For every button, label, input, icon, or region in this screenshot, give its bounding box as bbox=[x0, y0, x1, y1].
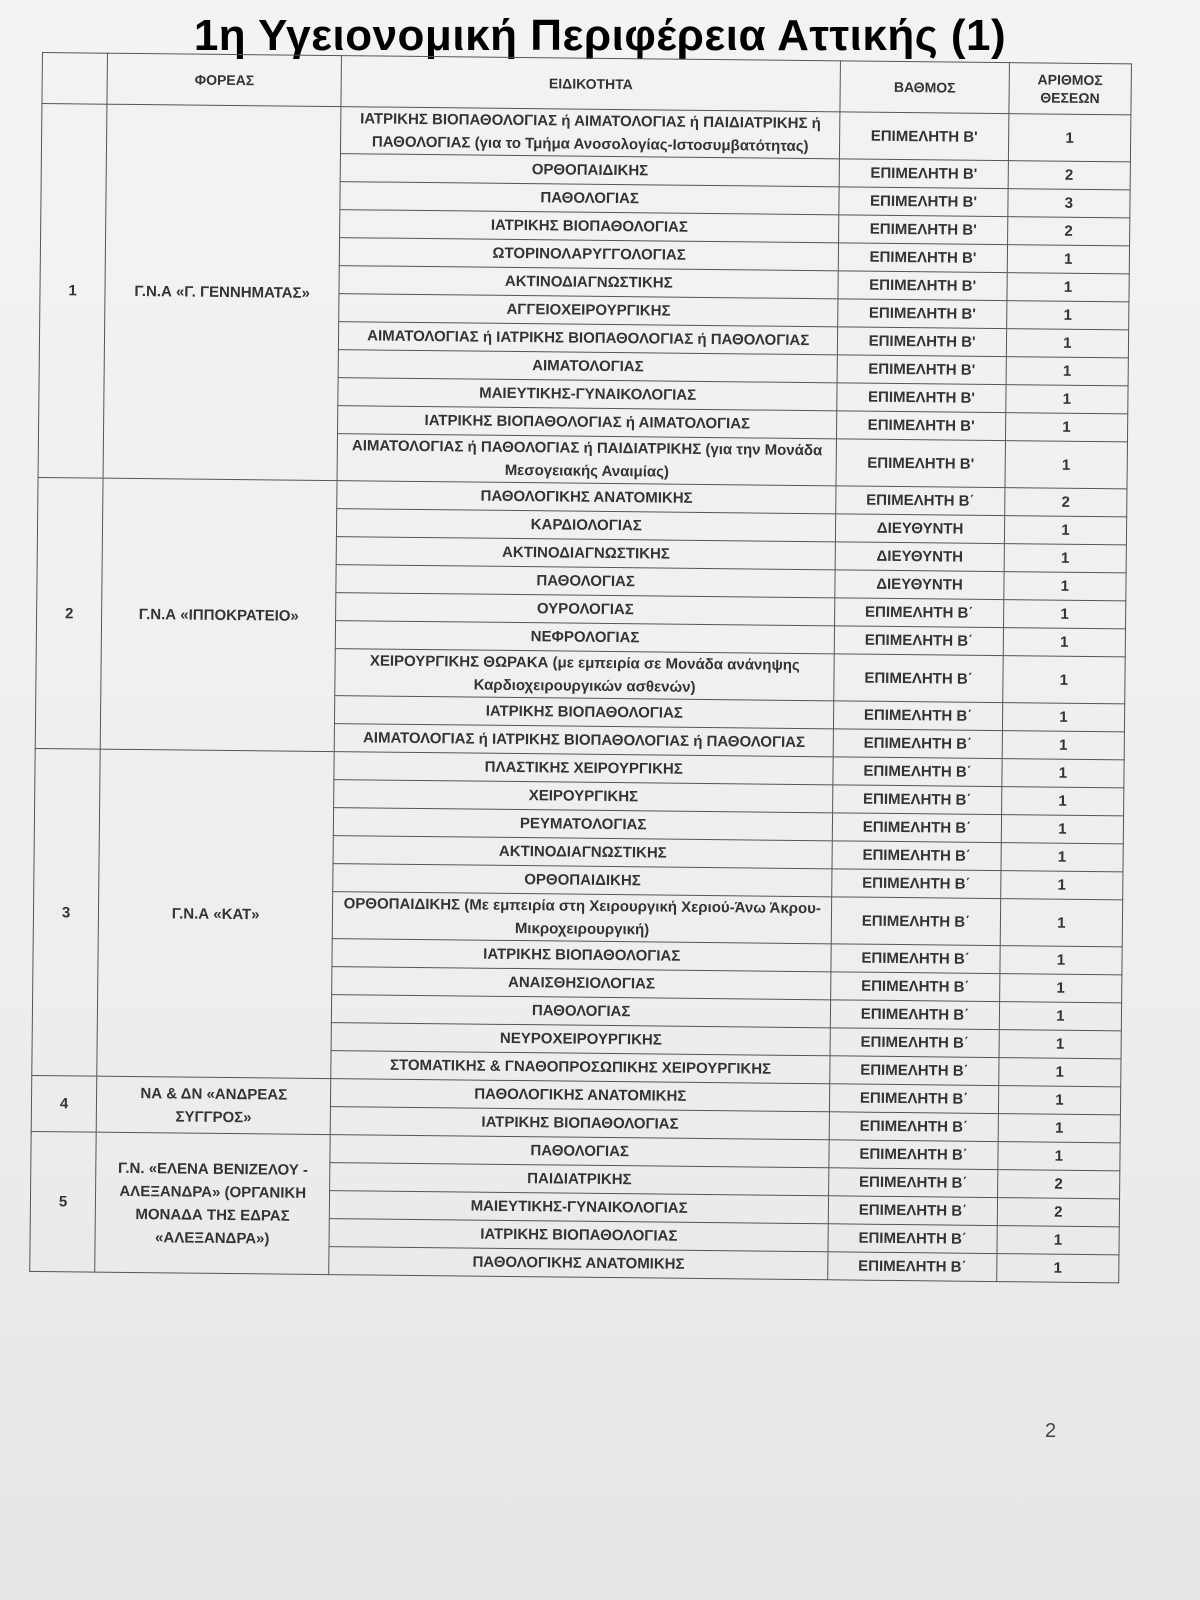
specialty-cell: ΠΑΙΔΙΑΤΡΙΚΗΣ bbox=[330, 1163, 829, 1196]
positions-cell: 1 bbox=[999, 974, 1121, 1003]
specialty-cell: ΟΡΘΟΠΑΙΔΙΚΗΣ bbox=[333, 864, 832, 897]
positions-cell: 1 bbox=[1003, 600, 1125, 629]
positions-cell: 1 bbox=[1007, 245, 1129, 274]
rank-cell: ΕΠΙΜΕΛΗΤΗ Β΄ bbox=[829, 1168, 998, 1198]
positions-cell: 1 bbox=[1003, 628, 1125, 657]
header-spec: ΕΙΔΙΚΟΤΗΤΑ bbox=[341, 56, 841, 112]
rank-cell: ΔΙΕΥΘΥΝΤΗ bbox=[835, 542, 1004, 572]
specialty-cell: ΑΚΤΙΝΟΔΙΑΓΝΩΣΤΙΚΗΣ bbox=[336, 537, 835, 570]
specialty-cell: ΧΕΙΡΟΥΡΓΙΚΗΣ bbox=[334, 780, 833, 813]
rank-cell: ΕΠΙΜΕΛΗΤΗ Β' bbox=[837, 355, 1006, 385]
rank-cell: ΕΠΙΜΕΛΗΤΗ Β' bbox=[839, 159, 1008, 189]
positions-cell: 1 bbox=[999, 1058, 1121, 1087]
rank-cell: ΔΙΕΥΘΥΝΤΗ bbox=[836, 514, 1005, 544]
positions-cell: 1 bbox=[997, 1226, 1119, 1255]
specialty-cell: ΑΙΜΑΤΟΛΟΓΙΑΣ ή ΠΑΘΟΛΟΓΙΑΣ ή ΠΑΙΔΙΑΤΡΙΚΗΣ (για την Μονάδα Μεσογειακής Αναιμίας) bbox=[337, 434, 837, 486]
rank-cell: ΕΠΙΜΕΛΗΤΗ Β' bbox=[838, 299, 1007, 329]
specialty-cell: ΑΙΜΑΤΟΛΟΓΙΑΣ ή ΙΑΤΡΙΚΗΣ ΒΙΟΠΑΘΟΛΟΓΙΑΣ ή ΠΑΘΟΛΟΓΙΑΣ bbox=[338, 322, 837, 355]
positions-cell: 2 bbox=[1008, 161, 1130, 190]
organization-name: Γ.Ν.Α «Γ. ΓΕΝΝΗΜΑΤΑΣ» bbox=[103, 104, 341, 480]
positions-cell: 1 bbox=[1006, 385, 1128, 414]
specialty-cell: ΧΕΙΡΟΥΡΓΙΚΗΣ ΘΩΡΑΚΑ (με εμπειρία σε Μονάδα ανάνηψης Καρδιοχειρουργικών ασθενών) bbox=[335, 649, 835, 701]
header-org: ΦΟΡΕΑΣ bbox=[107, 53, 341, 106]
positions-cell: 1 bbox=[1000, 946, 1122, 975]
rank-cell: ΔΙΕΥΘΥΝΤΗ bbox=[835, 570, 1004, 600]
group-number: 2 bbox=[35, 477, 103, 749]
positions-cell: 1 bbox=[996, 1254, 1118, 1283]
rank-cell: ΕΠΙΜΕΛΗΤΗ Β΄ bbox=[831, 972, 1000, 1002]
rank-cell: ΕΠΙΜΕΛΗΤΗ Β΄ bbox=[834, 654, 1003, 703]
rank-cell: ΕΠΙΜΕΛΗΤΗ Β΄ bbox=[828, 1224, 997, 1254]
positions-cell: 1 bbox=[1000, 871, 1122, 900]
specialty-cell: ΠΑΘΟΛΟΓΙΚΗΣ ΑΝΑΤΟΜΙΚΗΣ bbox=[331, 1079, 830, 1112]
rank-cell: ΕΠΙΜΕΛΗΤΗ Β΄ bbox=[832, 897, 1001, 946]
group-number: 5 bbox=[30, 1131, 97, 1272]
header-rank: ΒΑΘΜΟΣ bbox=[840, 61, 1009, 114]
specialty-cell: ΟΡΘΟΠΑΙΔΙΚΗΣ bbox=[340, 154, 839, 187]
positions-cell: 1 bbox=[1002, 731, 1124, 760]
specialty-cell: ΝΕΦΡΟΛΟΓΙΑΣ bbox=[335, 621, 834, 654]
header-no bbox=[42, 53, 108, 105]
positions-cell: 1 bbox=[1005, 413, 1127, 442]
rank-cell: ΕΠΙΜΕΛΗΤΗ Β' bbox=[838, 327, 1007, 357]
positions-cell: 1 bbox=[1004, 572, 1126, 601]
rank-cell: ΕΠΙΜΕΛΗΤΗ Β΄ bbox=[829, 1140, 998, 1170]
rank-cell: ΕΠΙΜΕΛΗΤΗ Β' bbox=[837, 411, 1006, 441]
specialty-cell: ΑΓΓΕΙΟΧΕΙΡΟΥΡΓΙΚΗΣ bbox=[339, 294, 838, 327]
positions-cell: 1 bbox=[998, 1086, 1120, 1115]
positions-cell: 1 bbox=[1005, 441, 1128, 489]
specialty-cell: ΟΡΘΟΠΑΙΔΙΚΗΣ (Με εμπειρία στη Χειρουργική Χεριού-Άνω Άκρου-Μικροχειρουργική) bbox=[332, 892, 832, 944]
specialty-cell: ΙΑΤΡΙΚΗΣ ΒΙΟΠΑΘΟΛΟΓΙΑΣ bbox=[330, 1107, 829, 1140]
rank-cell: ΕΠΙΜΕΛΗΤΗ Β' bbox=[839, 187, 1008, 217]
specialty-cell: ΠΑΘΟΛΟΓΙΑΣ bbox=[336, 565, 835, 598]
rank-cell: ΕΠΙΜΕΛΗΤΗ Β' bbox=[839, 243, 1008, 273]
rank-cell: ΕΠΙΜΕΛΗΤΗ Β΄ bbox=[834, 701, 1003, 731]
specialty-cell: ΜΑΙΕΥΤΙΚΗΣ-ΓΥΝΑΙΚΟΛΟΓΙΑΣ bbox=[338, 378, 837, 411]
specialty-cell: ΡΕΥΜΑΤΟΛΟΓΙΑΣ bbox=[333, 808, 832, 841]
positions-cell: 1 bbox=[999, 1002, 1121, 1031]
rank-cell: ΕΠΙΜΕΛΗΤΗ Β΄ bbox=[830, 1028, 999, 1058]
specialty-cell: ΜΑΙΕΥΤΙΚΗΣ-ΓΥΝΑΙΚΟΛΟΓΙΑΣ bbox=[329, 1191, 828, 1224]
positions-cell: 1 bbox=[1001, 815, 1123, 844]
specialty-cell: ΠΑΘΟΛΟΓΙΑΣ bbox=[330, 1135, 829, 1168]
header-positions: ΑΡΙΘΜΟΣ ΘΕΣΕΩΝ bbox=[1009, 63, 1132, 115]
table-body bbox=[30, 104, 1131, 1283]
specialty-cell: ΠΑΘΟΛΟΓΙΚΗΣ ΑΝΑΤΟΜΙΚΗΣ bbox=[337, 481, 836, 514]
positions-cell: 2 bbox=[997, 1198, 1119, 1227]
rank-cell: ΕΠΙΜΕΛΗΤΗ Β' bbox=[840, 112, 1009, 161]
rank-cell: ΕΠΙΜΕΛΗΤΗ Β΄ bbox=[836, 486, 1005, 516]
rank-cell: ΕΠΙΜΕΛΗΤΗ Β΄ bbox=[835, 626, 1004, 656]
organization-name: Γ.Ν.Α «ΚΑΤ» bbox=[97, 749, 334, 1078]
positions-cell: 1 bbox=[1004, 516, 1126, 545]
specialty-cell: ΙΑΤΡΙΚΗΣ ΒΙΟΠΑΘΟΛΟΓΙΑΣ bbox=[335, 696, 834, 729]
rank-cell: ΕΠΙΜΕΛΗΤΗ Β΄ bbox=[831, 944, 1000, 974]
positions-cell: 1 bbox=[1001, 843, 1123, 872]
rank-cell: ΕΠΙΜΕΛΗΤΗ Β΄ bbox=[829, 1112, 998, 1142]
rank-cell: ΕΠΙΜΕΛΗΤΗ Β΄ bbox=[830, 1084, 999, 1114]
rank-cell: ΕΠΙΜΕΛΗΤΗ Β΄ bbox=[833, 729, 1002, 759]
table-row bbox=[41, 104, 1130, 162]
organization-name: Γ.Ν. «ΕΛΕΝΑ ΒΕΝΙΖΕΛΟΥ - ΑΛΕΞΑΝΔΡΑ» (ΟΡΓΑΝΙΚΗ ΜΟΝΑΔΑ ΤΗΣ ΕΔΡΑΣ «ΑΛΕΞΑΝΔΡΑ») bbox=[95, 1132, 330, 1274]
specialty-cell: ΑΙΜΑΤΟΛΟΓΙΑΣ ή ΙΑΤΡΙΚΗΣ ΒΙΟΠΑΘΟΛΟΓΙΑΣ ή ΠΑΘΟΛΟΓΙΑΣ bbox=[334, 724, 833, 757]
rank-cell: ΕΠΙΜΕΛΗΤΗ Β΄ bbox=[832, 869, 1001, 899]
rank-cell: ΕΠΙΜΕΛΗΤΗ Β΄ bbox=[829, 1196, 998, 1226]
positions-cell: 1 bbox=[1002, 759, 1124, 788]
positions-cell: 1 bbox=[998, 1142, 1120, 1171]
group-number: 1 bbox=[38, 104, 107, 479]
specialty-cell: ΑΚΤΙΝΟΔΙΑΓΝΩΣΤΙΚΗΣ bbox=[339, 266, 838, 299]
specialty-cell: ΣΤΟΜΑΤΙΚΗΣ & ΓΝΑΘΟΠΡΟΣΩΠΙΚΗΣ ΧΕΙΡΟΥΡΓΙΚΗΣ bbox=[331, 1051, 830, 1084]
positions-cell: 1 bbox=[1003, 656, 1126, 704]
positions-cell: 2 bbox=[1007, 217, 1129, 246]
rank-cell: ΕΠΙΜΕΛΗΤΗ Β΄ bbox=[831, 1000, 1000, 1030]
specialty-cell: ΙΑΤΡΙΚΗΣ ΒΙΟΠΑΘΟΛΟΓΙΑΣ bbox=[340, 210, 839, 243]
positions-cell: 1 bbox=[1006, 329, 1128, 358]
specialty-cell: ΙΑΤΡΙΚΗΣ ΒΙΟΠΑΘΟΛΟΓΙΑΣ ή ΑΙΜΑΤΟΛΟΓΙΑΣ ή ΠΑΙΔΙΑΤΡΙΚΗΣ ή ΠΑΘΟΛΟΓΙΑΣ (για το Τμήμα Ανοσολογίας-Ιστοσυμβατότητας) bbox=[341, 107, 841, 159]
specialty-cell: ΚΑΡΔΙΟΛΟΓΙΑΣ bbox=[337, 509, 836, 542]
positions-cell: 1 bbox=[1007, 273, 1129, 302]
positions-cell: 1 bbox=[1008, 114, 1131, 162]
specialty-cell: ΑΚΤΙΝΟΔΙΑΓΝΩΣΤΙΚΗΣ bbox=[333, 836, 832, 869]
positions-cell: 1 bbox=[998, 1114, 1120, 1143]
specialty-cell: ΠΑΘΟΛΟΓΙΑΣ bbox=[331, 995, 830, 1028]
positions-cell: 3 bbox=[1008, 189, 1130, 218]
specialty-cell: ΑΙΜΑΤΟΛΟΓΙΑΣ bbox=[338, 350, 837, 383]
rank-cell: ΕΠΙΜΕΛΗΤΗ Β΄ bbox=[835, 598, 1004, 628]
rank-cell: ΕΠΙΜΕΛΗΤΗ Β' bbox=[836, 439, 1005, 488]
specialty-cell: ΠΑΘΟΛΟΓΙΚΗΣ ΑΝΑΤΟΜΙΚΗΣ bbox=[329, 1247, 828, 1280]
rank-cell: ΕΠΙΜΕΛΗΤΗ Β΄ bbox=[832, 841, 1001, 871]
rank-cell: ΕΠΙΜΕΛΗΤΗ Β΄ bbox=[828, 1252, 997, 1282]
rank-cell: ΕΠΙΜΕΛΗΤΗ Β΄ bbox=[833, 757, 1002, 787]
rank-cell: ΕΠΙΜΕΛΗΤΗ Β' bbox=[837, 383, 1006, 413]
group-number: 4 bbox=[31, 1075, 97, 1132]
specialty-cell: ΩΤΟΡΙΝΟΛΑΡΥΓΓΟΛΟΓΙΑΣ bbox=[339, 238, 838, 271]
document-sheet bbox=[28, 52, 1132, 1413]
page-title: 1η Υγειονομική Περιφέρεια Αττικής (1) bbox=[193, 11, 1007, 60]
positions-cell: 1 bbox=[1006, 357, 1128, 386]
positions-cell: 2 bbox=[997, 1170, 1119, 1199]
positions-cell: 1 bbox=[1002, 703, 1124, 732]
positions-table bbox=[29, 52, 1132, 1283]
positions-cell: 1 bbox=[1004, 544, 1126, 573]
specialty-cell: ΠΛΑΣΤΙΚΗΣ ΧΕΙΡΟΥΡΓΙΚΗΣ bbox=[334, 752, 833, 785]
rank-cell: ΕΠΙΜΕΛΗΤΗ Β' bbox=[838, 271, 1007, 301]
specialty-cell: ΙΑΤΡΙΚΗΣ ΒΙΟΠΑΘΟΛΟΓΙΑΣ bbox=[329, 1219, 828, 1252]
specialty-cell: ΟΥΡΟΛΟΓΙΑΣ bbox=[336, 593, 835, 626]
specialty-cell: ΠΑΘΟΛΟΓΙΑΣ bbox=[340, 182, 839, 215]
rank-cell: ΕΠΙΜΕΛΗΤΗ Β΄ bbox=[833, 785, 1002, 815]
specialty-cell: ΑΝΑΙΣΘΗΣΙΟΛΟΓΙΑΣ bbox=[332, 967, 831, 1000]
rank-cell: ΕΠΙΜΕΛΗΤΗ Β' bbox=[839, 215, 1008, 245]
page-number: 2 bbox=[1045, 1420, 1057, 1442]
organization-name: Γ.Ν.Α «ΙΠΠΟΚΡΑΤΕΙΟ» bbox=[100, 478, 337, 751]
positions-cell: 1 bbox=[999, 1030, 1121, 1059]
positions-cell: 2 bbox=[1004, 488, 1126, 517]
group-number: 3 bbox=[32, 748, 101, 1076]
rank-cell: ΕΠΙΜΕΛΗΤΗ Β΄ bbox=[830, 1056, 999, 1086]
specialty-cell: ΙΑΤΡΙΚΗΣ ΒΙΟΠΑΘΟΛΟΓΙΑΣ ή ΑΙΜΑΤΟΛΟΓΙΑΣ bbox=[338, 406, 837, 439]
specialty-cell: ΝΕΥΡΟΧΕΙΡΟΥΡΓΙΚΗΣ bbox=[331, 1023, 830, 1056]
organization-name: ΝΑ & ΔΝ «ΑΝΔΡΕΑΣ ΣΥΓΓΡΟΣ» bbox=[96, 1076, 330, 1134]
positions-cell: 1 bbox=[1006, 301, 1128, 330]
specialty-cell: ΙΑΤΡΙΚΗΣ ΒΙΟΠΑΘΟΛΟΓΙΑΣ bbox=[332, 939, 831, 972]
positions-cell: 1 bbox=[1000, 899, 1123, 947]
rank-cell: ΕΠΙΜΕΛΗΤΗ Β΄ bbox=[833, 813, 1002, 843]
positions-cell: 1 bbox=[1001, 787, 1123, 816]
